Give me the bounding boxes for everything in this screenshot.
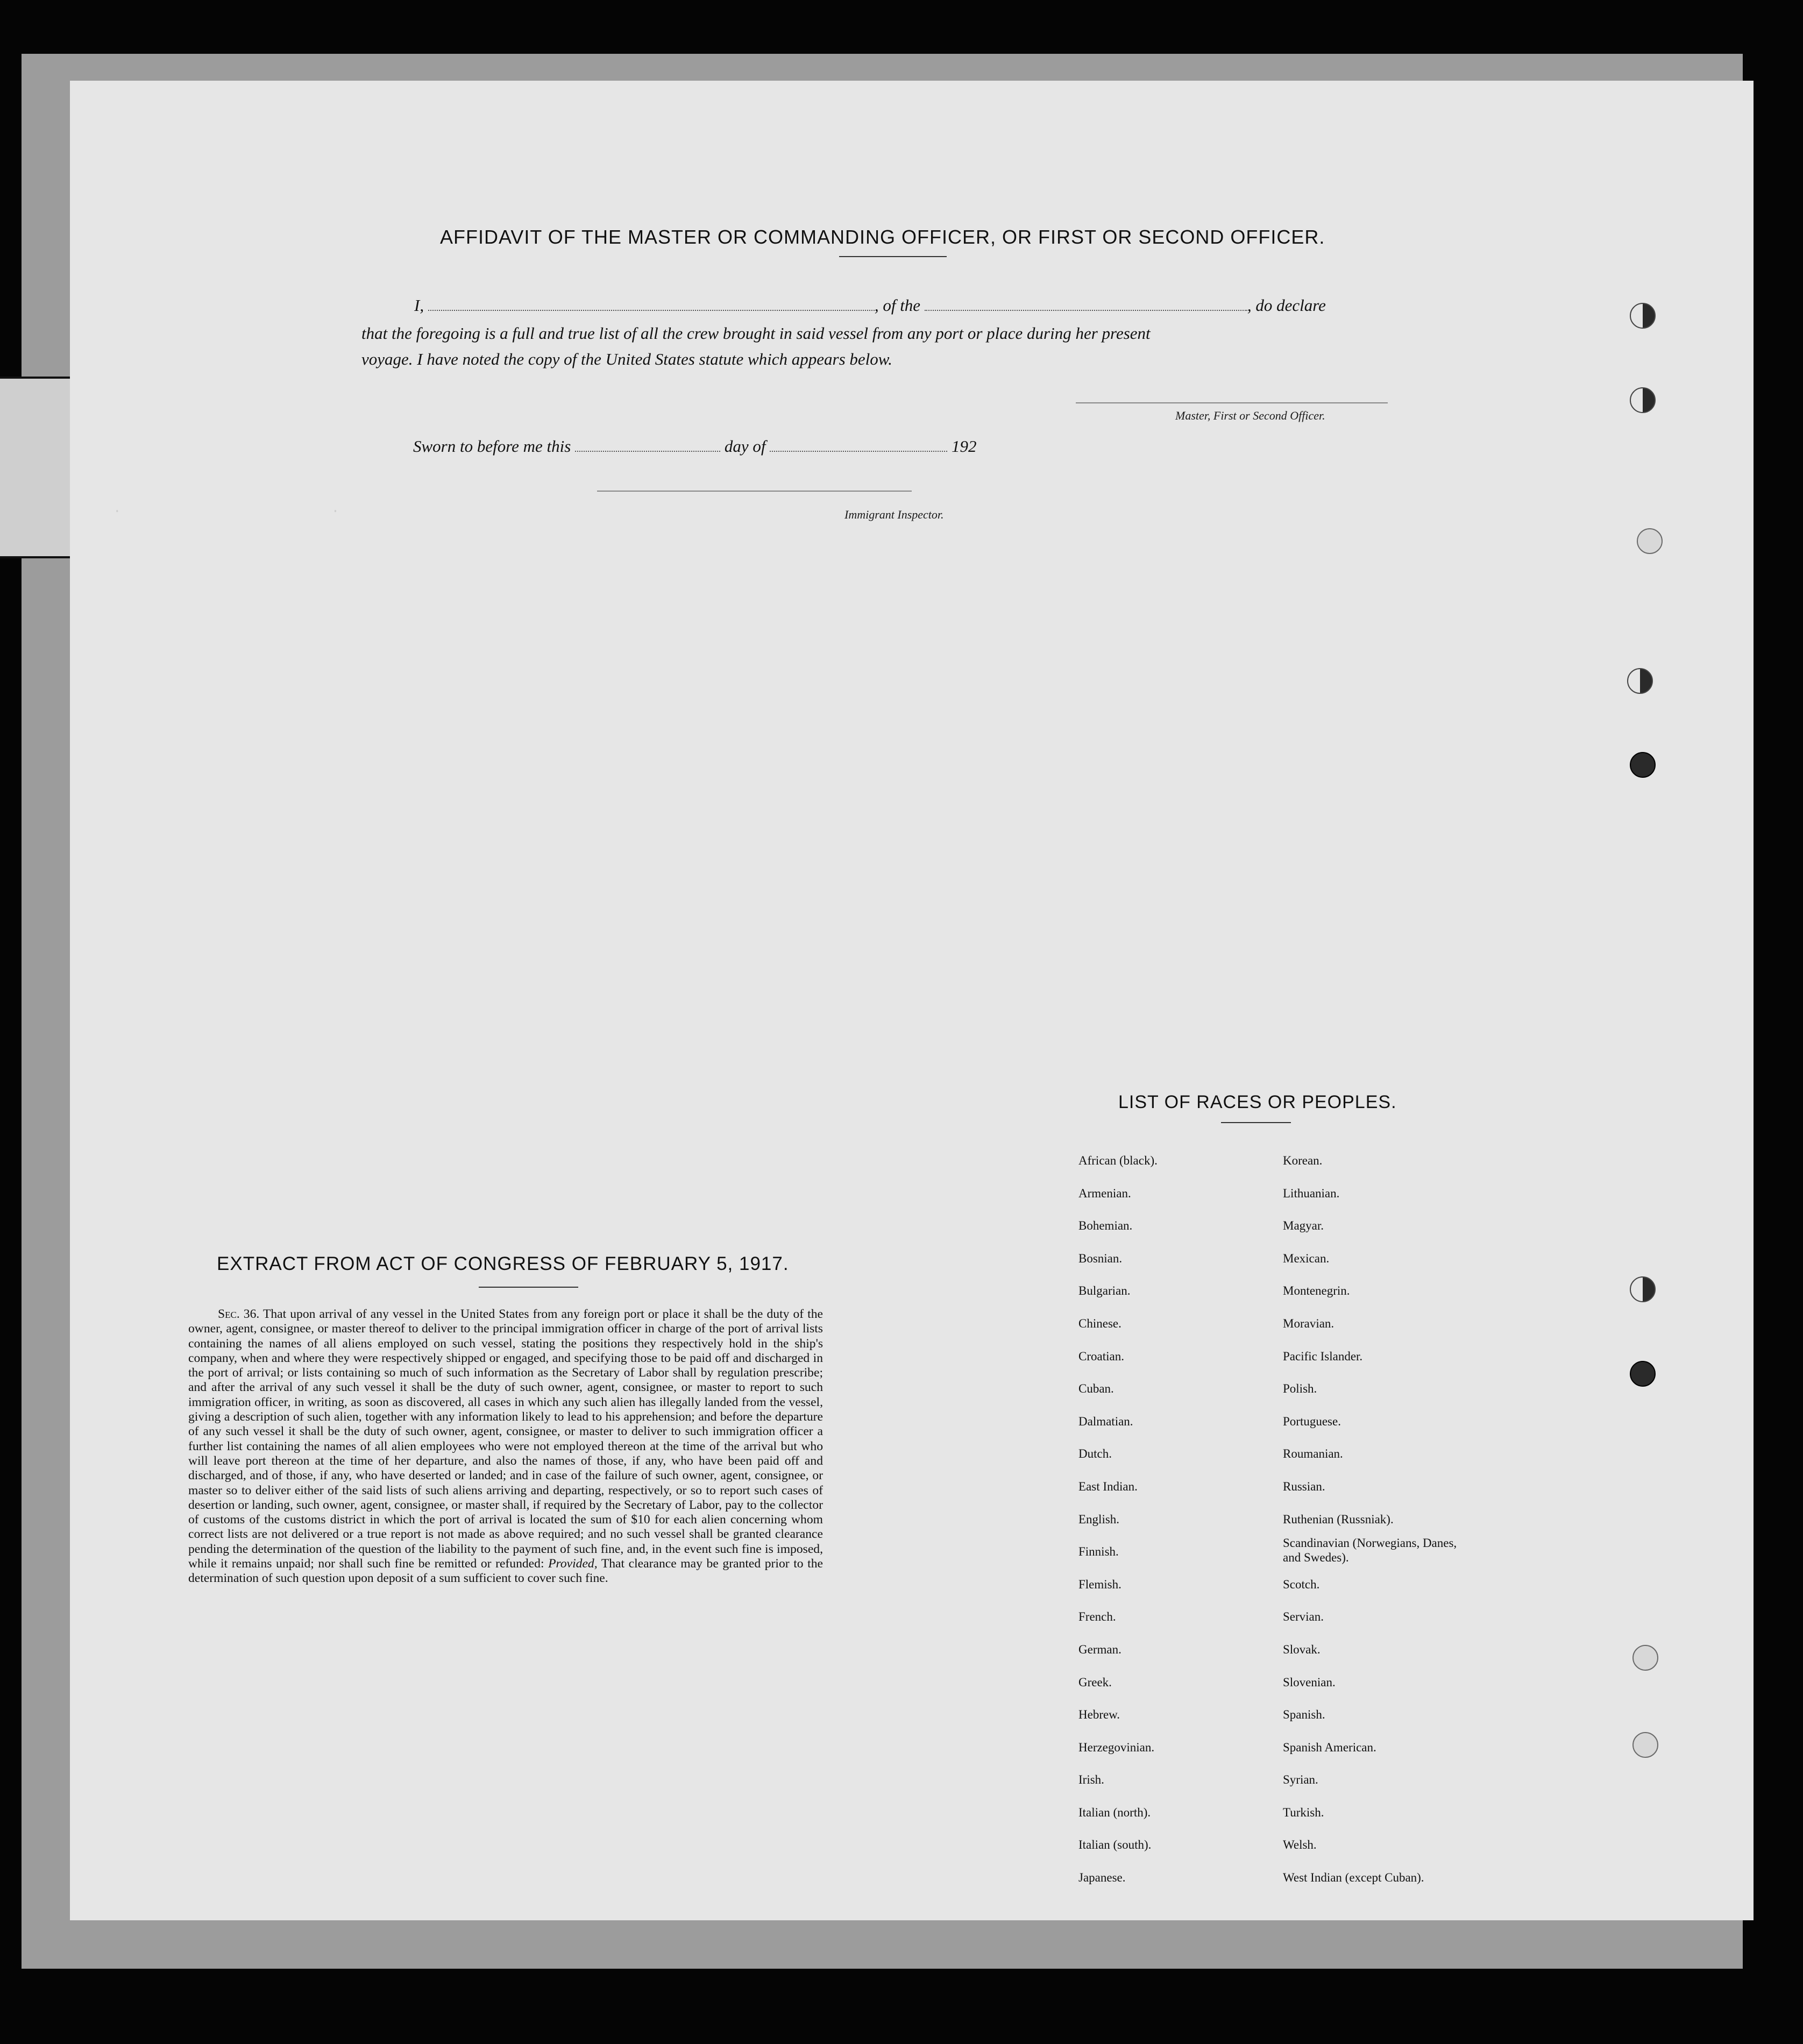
race-list-item: Slovak. <box>1283 1642 1321 1656</box>
race-list-item: Cuban. <box>1078 1382 1114 1396</box>
affidavit-line-1 <box>414 296 1326 315</box>
race-list-item: Servian. <box>1283 1610 1324 1624</box>
race-list-item: English. <box>1078 1512 1120 1526</box>
race-list-item: Welsh. <box>1283 1838 1317 1852</box>
binder-hole <box>1627 668 1653 694</box>
edge-card-stack <box>0 377 75 558</box>
race-list-item: French. <box>1078 1610 1116 1624</box>
binder-hole <box>1637 528 1663 554</box>
sworn-prefix: Sworn to before me this <box>413 437 571 456</box>
race-list-item: Italian (south). <box>1078 1838 1152 1852</box>
races-right-column <box>1283 1145 1460 1894</box>
binder-hole <box>1630 752 1656 778</box>
extract-heading: EXTRACT FROM ACT OF CONGRESS OF FEBRUARY 5, 1917. <box>217 1253 789 1274</box>
vessel-name-blank <box>925 310 1247 311</box>
race-list-item: Dutch. <box>1078 1447 1112 1461</box>
race-list-item: Scandinavian (Norwegians, Danes, and Swedes). <box>1283 1536 1457 1565</box>
race-list-item: Pacific Islander. <box>1283 1349 1363 1363</box>
heading-underline <box>839 256 947 257</box>
race-list-item: Bulgarian. <box>1078 1284 1131 1298</box>
race-list-item: Bohemian. <box>1078 1219 1133 1233</box>
race-list-item: East Indian. <box>1078 1479 1138 1493</box>
race-list-item: Slovenian. <box>1283 1675 1336 1689</box>
race-list-item: Spanish. <box>1283 1708 1325 1722</box>
master-name-blank <box>428 310 875 311</box>
races-heading-underline <box>1221 1122 1291 1123</box>
day-blank <box>575 451 720 452</box>
race-list-item: Moravian. <box>1283 1316 1334 1330</box>
race-list-item: Syrian. <box>1283 1773 1318 1787</box>
race-list-item: African (black). <box>1078 1154 1158 1167</box>
affidavit-line-2: that the foregoing is a full and true list of all the crew brought in said vessel from any port or place during her present <box>361 324 1151 343</box>
binder-hole <box>1630 1361 1656 1387</box>
race-list-item: Hebrew. <box>1078 1708 1120 1722</box>
signature-caption: Master, First or Second Officer. <box>1175 409 1325 422</box>
race-list-item: Italian (north). <box>1078 1805 1151 1819</box>
race-list-item: Russian. <box>1283 1479 1325 1493</box>
race-list-item: Croatian. <box>1078 1349 1124 1363</box>
race-list-item: Polish. <box>1283 1382 1317 1396</box>
binder-hole <box>1630 1276 1656 1302</box>
sworn-line <box>413 437 976 456</box>
race-list-item: Armenian. <box>1078 1186 1131 1200</box>
binder-hole <box>1632 1645 1658 1671</box>
affidavit-declare: , do declare <box>1247 296 1326 315</box>
race-list-item: Lithuanian. <box>1283 1186 1340 1200</box>
affidavit-i: I, <box>414 296 424 315</box>
extract-provided: Provided, <box>548 1557 598 1571</box>
sworn-day-of: day of <box>724 437 766 456</box>
race-list-item: Bosnian. <box>1078 1251 1123 1265</box>
race-list-item: Flemish. <box>1078 1577 1121 1591</box>
affidavit-heading: AFFIDAVIT OF THE MASTER OR COMMANDING OFFICER, OR FIRST OR SECOND OFFICER. <box>440 226 1325 248</box>
binder-hole <box>1630 387 1656 413</box>
signature-line <box>1076 402 1388 403</box>
sworn-year: 192 <box>951 437 977 456</box>
binder-hole <box>1632 1732 1658 1758</box>
extract-text-end: That clearance may be granted prior to the determination of such question upon deposit of a sum sufficient to cover such fine. <box>188 1557 823 1586</box>
race-list-item: Korean. <box>1283 1154 1323 1167</box>
affidavit-of-the: , of the <box>874 296 921 315</box>
document-page <box>70 81 1754 1920</box>
inspector-caption: Immigrant Inspector. <box>844 508 944 521</box>
races-left-column <box>1078 1145 1158 1894</box>
race-list-item: Herzegovinian. <box>1078 1740 1155 1754</box>
race-list-item: Roumanian. <box>1283 1447 1343 1461</box>
races-heading: LIST OF RACES OR PEOPLES. <box>1118 1092 1397 1112</box>
race-list-item: Turkish. <box>1283 1805 1324 1819</box>
race-list-item: German. <box>1078 1642 1121 1656</box>
race-list-item: Greek. <box>1078 1675 1112 1689</box>
month-blank <box>770 451 947 452</box>
race-list-item: West Indian (except Cuban). <box>1283 1871 1424 1885</box>
race-list-item: Portuguese. <box>1283 1414 1341 1428</box>
inspector-signature-line <box>597 491 912 492</box>
extract-section-label: Sec. 36. <box>218 1307 260 1321</box>
race-list-item: Finnish. <box>1078 1545 1119 1559</box>
extract-heading-underline <box>479 1287 578 1288</box>
race-list-item: Scotch. <box>1283 1577 1320 1591</box>
extract-text: That upon arrival of any vessel in the United States from any foreign port or place it shall be the duty of the owner, agent, consignee, or master thereof to deliver to the principal immigration officer in charge of the port of arrival lists containing the names of all aliens employed on such vessel, stating the positions they respectively hold in the ship's company, when and where they were respectively shipped or engaged, and specifying those to be paid off and discharged in the port of arrival; or lists containing so much of such information as the Secretary of Labor shall by regulation prescribe; and after the arrival of any such vessel it shall be the duty of such owner, agent, consignee, or master to report to such immigration officer, in writing, as soon as discovered, all cases in which any such alien has illegally landed from the vessel, giving a description of such alien, together with any information likely to lead to his apprehension; and before the departure of any such vessel it shall be the duty of such owner, agent, consignee, or master to deliver to such immigration officer a further list containing the names of all alien employees who were not employed thereon at the time of the arrival but who will leave port thereon at the time of her departure, and also the names of those, if any, who have been paid off and discharged, and of those, if any, who have deserted or landed; and in case of the failure of such owner, agent, consignee, or master so to deliver either of the said lists of such aliens arriving and departing, respectively, or so to report such cases of desertion or landing, such owner, agent, consignee, or master shall, if required by the Secretary of Labor, pay to the collector of customs of the customs district in which the port of arrival is located the sum of $10 for each alien concerning whom correct lists are not delivered or a true report is not made as above required; and no such vessel shall be granted clearance pending the determination of the question of the liability to the payment of such fine, and, in the event such fine is imposed, while it remains unpaid; nor shall such fine be remitted or refunded: <box>188 1307 823 1571</box>
race-list-item: Montenegrin. <box>1283 1284 1350 1298</box>
affidavit-line-3: voyage. I have noted the copy of the United States statute which appears below. <box>361 350 892 368</box>
race-list-item: Chinese. <box>1078 1316 1121 1330</box>
race-list-item: Spanish American. <box>1283 1740 1376 1754</box>
race-list-item: Japanese. <box>1078 1871 1126 1885</box>
extract-body <box>188 1307 823 1586</box>
race-list-item: Mexican. <box>1283 1251 1330 1265</box>
race-list-item: Dalmatian. <box>1078 1414 1133 1428</box>
race-list-item: Magyar. <box>1283 1219 1324 1233</box>
binder-hole <box>1630 303 1656 329</box>
race-list-item: Ruthenian (Russniak). <box>1283 1512 1394 1526</box>
race-list-item: Irish. <box>1078 1773 1104 1787</box>
bleed-through-text: . . <box>113 500 340 516</box>
